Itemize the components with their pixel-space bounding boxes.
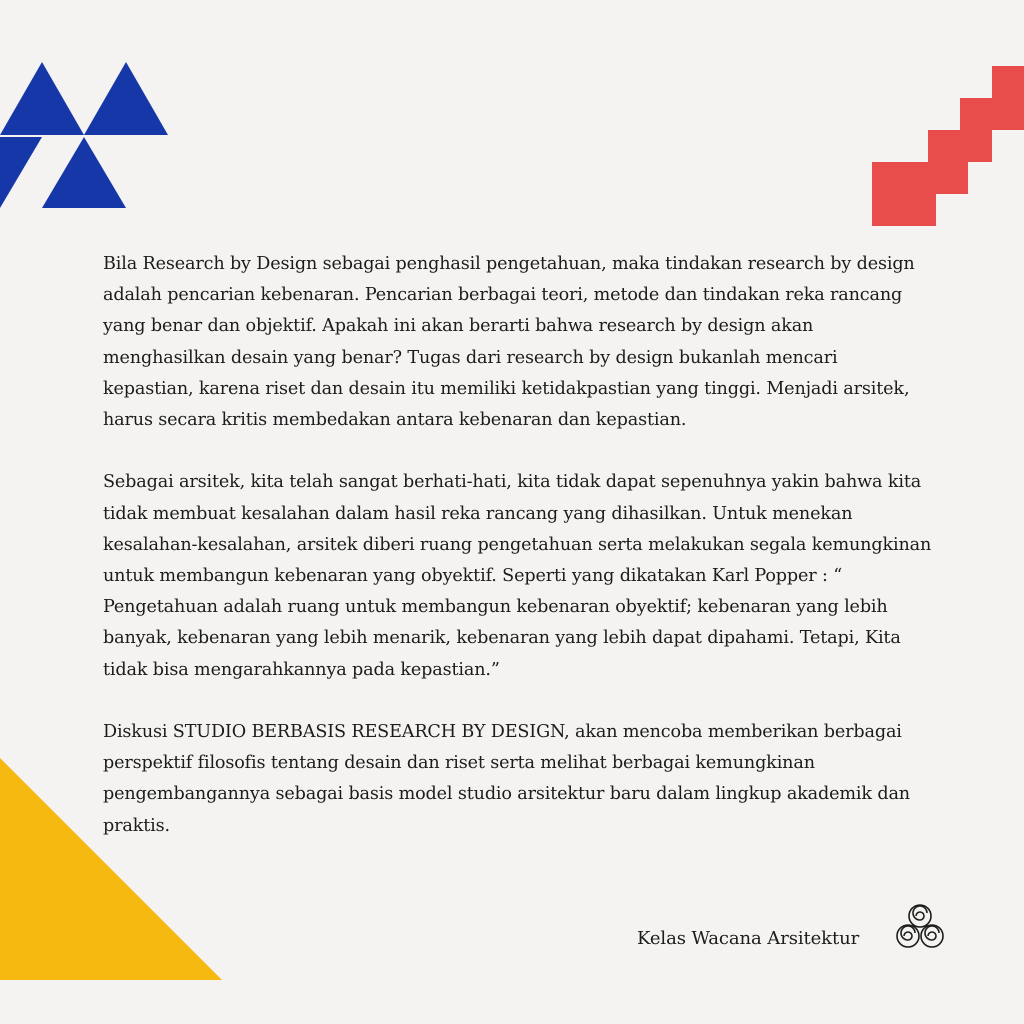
paragraph: Sebagai arsitek, kita telah sangat berhati-hati, kita tidak dapat sepenuhnya yakin bahwa kita tidak membuat kesalahan dalam hasil reka rancang yang dihasilkan. Untuk menekan kesalahan-kesalahan, arsitek diberi ruang pengetahuan serta melakukan segala kemungkinan untuk membangun kebenaran yang obyektif. Seperti yang dikatakan Karl Popper : “ Pengetahuan adalah ruang untuk membangun kebenaran obyektif; kebenaran yang lebih banyak, kebenaran yang lebih menarik, kebenaran yang lebih dapat dipahami. Tetapi, Kita tidak bisa mengarahkannya pada kepastian.” xyxy=(103,472,932,680)
paragraph: Bila Research by Design sebagai penghasil pengetahuan, maka tindakan research by design adalah pencarian kebenaran. Pencarian berbagai teori, metode dan tindakan reka rancang yang benar dan objektif. Apakah ini akan berarti bahwa research by design akan menghasilkan desain yang benar? Tugas dari research by design bukanlah mencari kepastian, karena riset dan desain itu memiliki ketidakpastian yang tinggi. Menjadi arsitek, harus secara kritis membedakan antara kebenaran dan kepastian. xyxy=(103,254,915,431)
body-text xyxy=(103,249,933,873)
blue-triangles-decoration xyxy=(0,62,170,210)
footer xyxy=(630,900,960,960)
red-staircase-decoration xyxy=(872,66,1024,226)
triple-spiral-icon xyxy=(890,900,950,956)
paragraph: Diskusi STUDIO BERBASIS RESEARCH BY DESIGN, akan mencoba memberikan berbagai perspektif filosofis tentang desain dan riset serta melihat berbagai kemungkinan pengembangannya sebagai basis model studio arsitektur baru dalam lingkup akademik dan praktis. xyxy=(103,722,910,836)
footer-label: Kelas Wacana Arsitektur xyxy=(637,928,860,949)
